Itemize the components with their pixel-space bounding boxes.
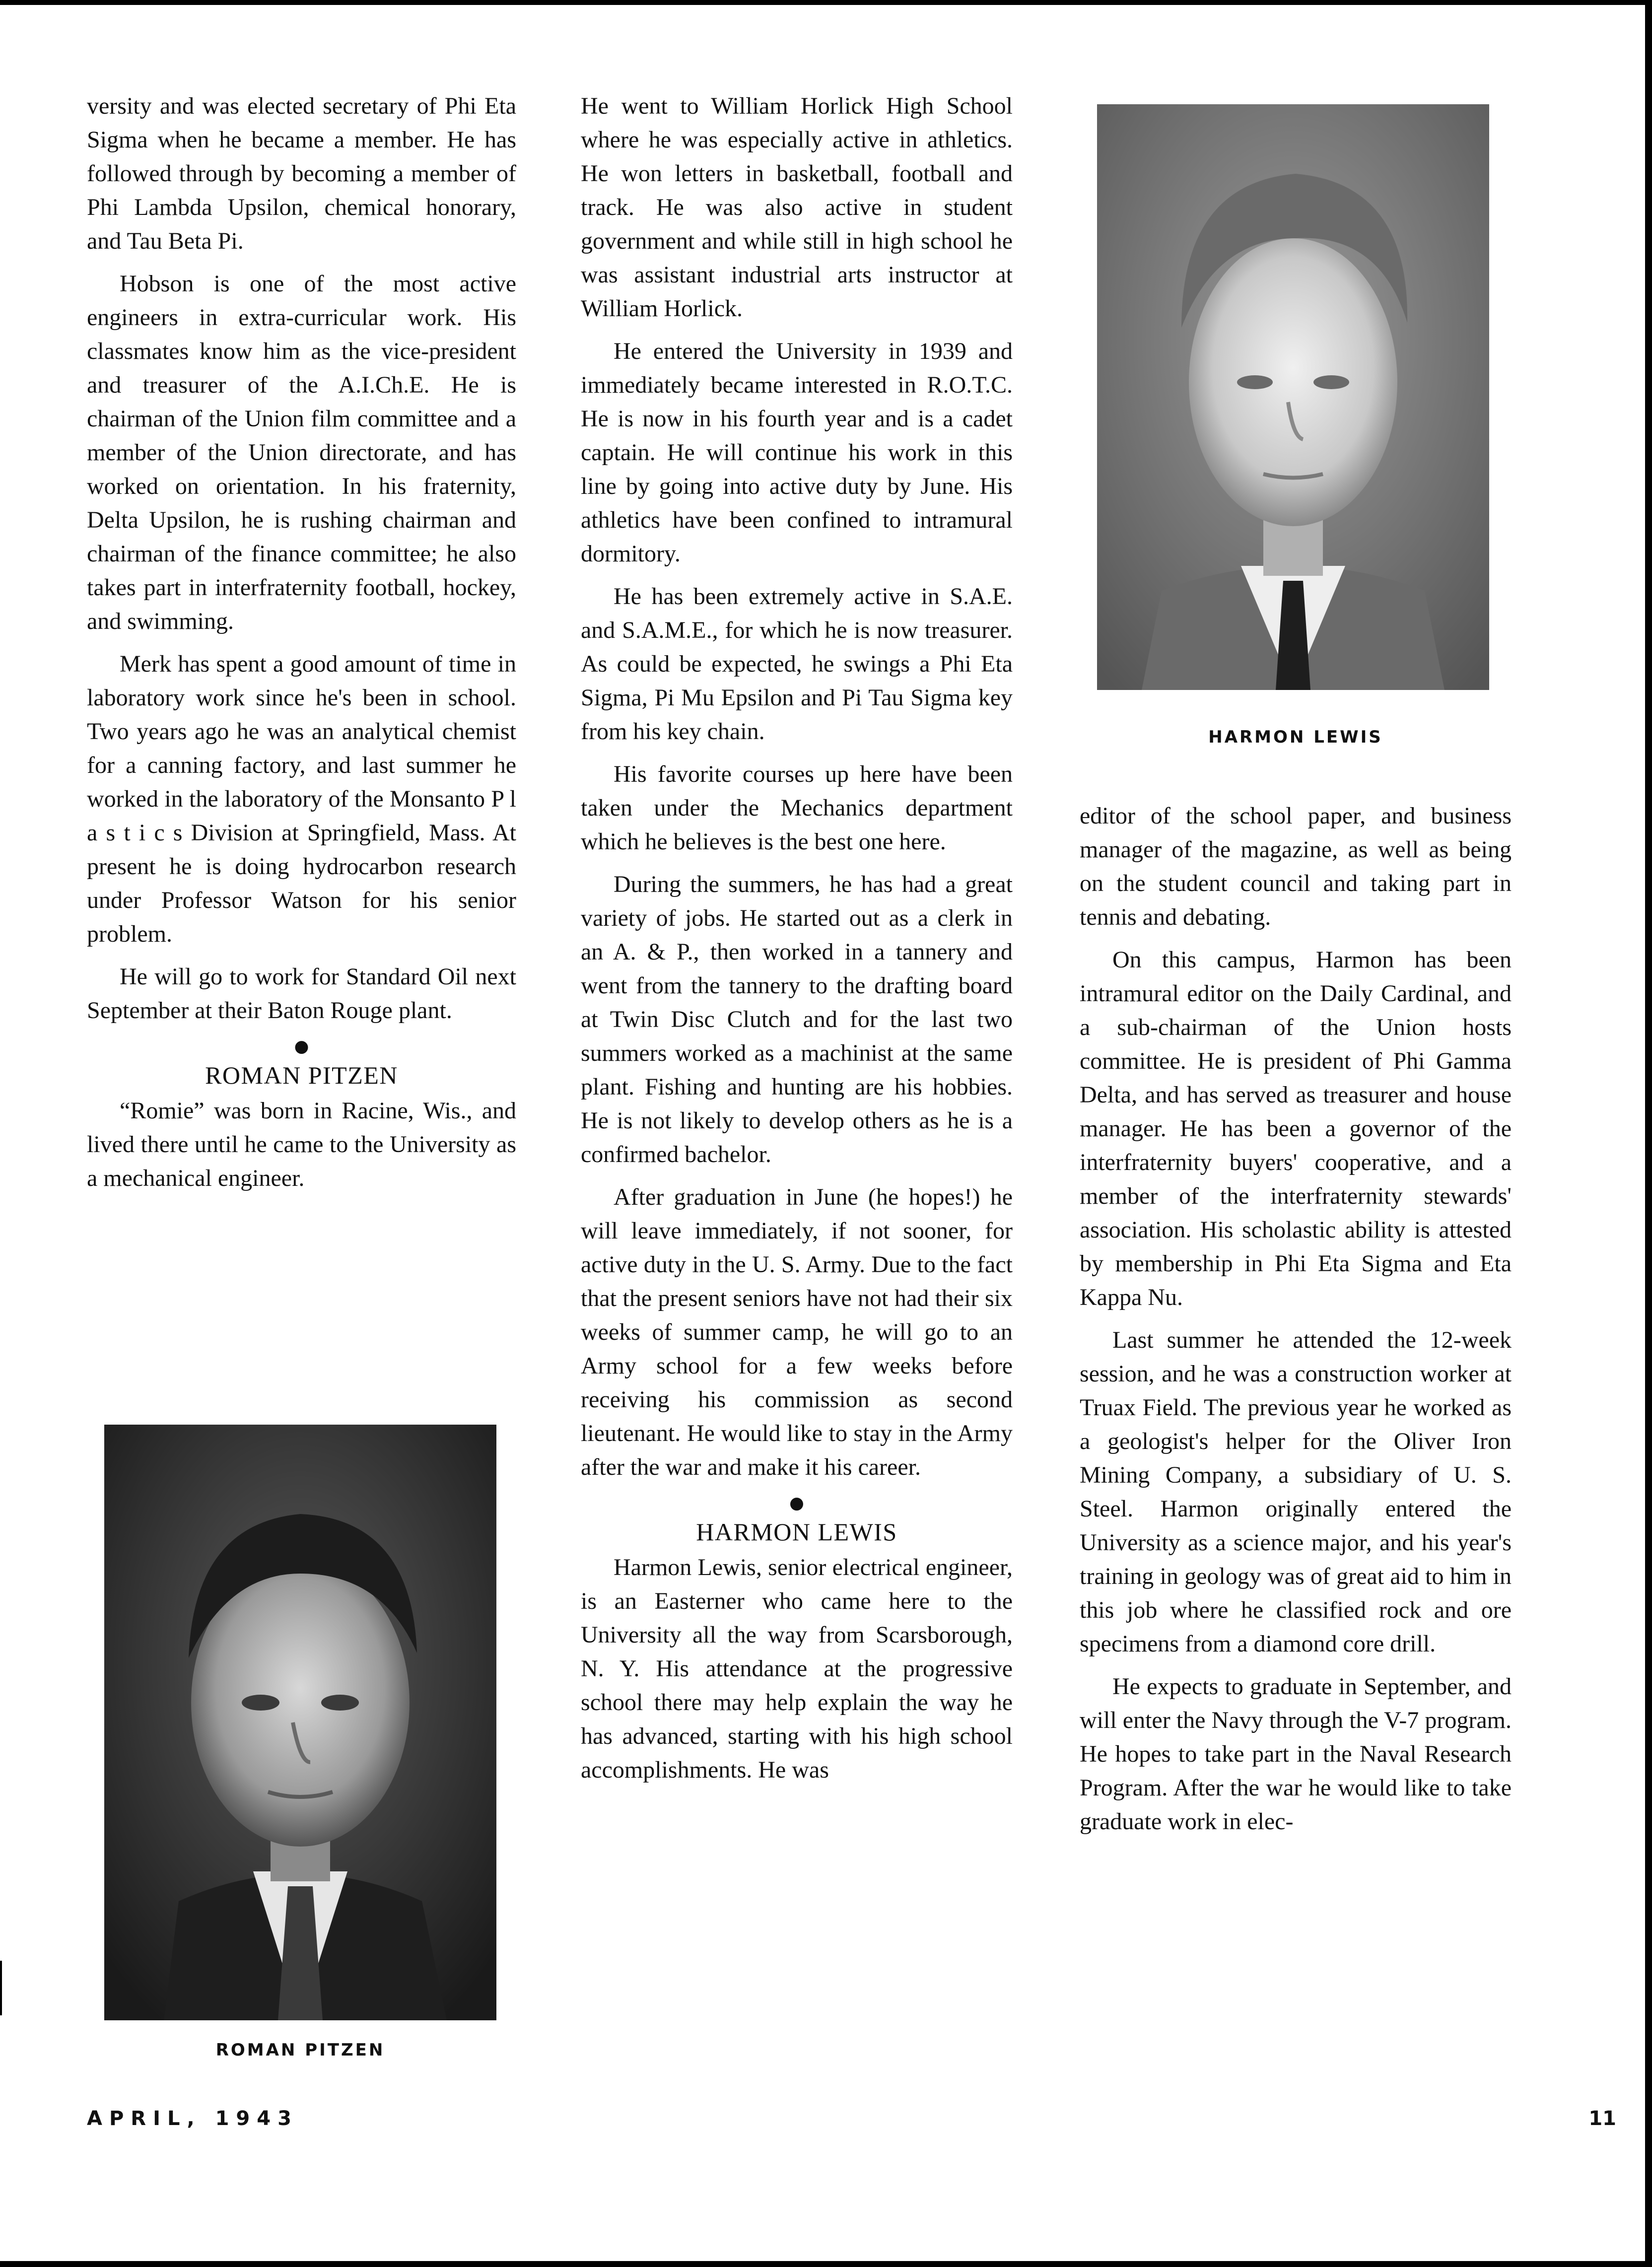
photo-caption-roman-pitzen: ROMAN PITZEN	[215, 2040, 385, 2060]
page-border-left-mark	[0, 1961, 2, 2015]
footer-issue-date: APRIL, 1943	[87, 2107, 298, 2130]
article-paragraph: editor of the school paper, and business manager of the magazine, as well as being on the student council and taking part in tennis and debating.	[1080, 803, 1512, 930]
article-paragraph: He entered the University in 1939 and immediately became interested in R.O.T.C. He is now in his fourth year and is a cadet captain. He will continue his work in this line by going into active duty by June. His athletics have been confined to intramural dormitory.	[581, 338, 1013, 567]
article-paragraph: He expects to graduate in September, and will enter the Navy through the V-7 program. He hopes to take part in the Naval Research Program. After the war he would like to take graduate work in elec-	[1080, 1673, 1512, 1835]
photo-harmon-lewis	[1097, 104, 1489, 690]
article-paragraph: During the summers, he has had a great variety of jobs. He started out as a clerk in an A. & P., then worked in a tannery and went from the tannery to the drafting board at Twin Disc Clutch and for the last two summers worked as a machinist at the same plant. Fishing and hunting are his hobbies. He is not likely to develop others as he is a confirmed bachelor.	[581, 871, 1013, 1168]
section-divider-bullet-icon: ●	[294, 1036, 309, 1056]
article-paragraph: Merk has spent a good amount of time in laboratory work since he's been in school. Two years ago he was an analytical chemist for a canning factory, and last summer he worked in the laboratory of the Monsanto P l a s t i c s Division at Springfield, Mass. At present he is doing hydrocarbon research under Professor Watson for his senior problem.	[87, 651, 516, 947]
column-1	[87, 89, 516, 1204]
footer-page-number: 11	[1588, 2107, 1616, 2130]
column-3	[1080, 799, 1512, 1848]
article-paragraph: Last summer he attended the 12-week session, and he was a construction worker at Truax Field. The previous year he worked as a geologist's helper for the Oliver Iron Mining Company, a subsidiary of U. S. Steel. Harmon originally entered the University as a science major, and his year's training in geology was of great aid to him in this job where he classified rock and ore specimens from a diamond core drill.	[1080, 1327, 1512, 1657]
photo-caption-harmon-lewis: HARMON LEWIS	[1208, 727, 1383, 747]
article-paragraph: He went to William Horlick High School where he was especially active in athletics. He won letters in basketball, football and track. He was also active in student government and while still in high school he was assistant industrial arts instructor at William Horlick.	[581, 93, 1013, 322]
page-border-bottom	[0, 2261, 1652, 2267]
page-border-top	[0, 0, 1652, 5]
section-heading-harmon-lewis: HARMON LEWIS	[696, 1518, 897, 1546]
page-border-right	[1645, 0, 1652, 2267]
article-paragraph: Hobson is one of the most active engineers in extra-curricular work. His classmates know him as the vice-president and treasurer of the A.I.Ch.E. He is chairman of the Union film committee and a member of the Union directorate, and has worked on orientation. In his fraternity, Delta Upsilon, he is rushing chairman and chairman of the finance committee; he also takes part in interfraternity football, hockey, and swimming.	[87, 271, 516, 634]
section-divider-bullet-icon: ●	[789, 1493, 804, 1513]
article-paragraph: On this campus, Harmon has been intramural editor on the Daily Cardinal, and a sub-chairman of the Union hosts committee. He is president of Phi Gamma Delta, and has served as treasurer and house manager. He has been a governor of the interfraternity buyers' cooperative, and a member of the interfraternity stewards' association. His scholastic ability is attested by membership in Phi Eta Sigma and Eta Kappa Nu.	[1080, 947, 1512, 1310]
article-paragraph: Harmon Lewis, senior electrical engineer, is an Easterner who came here to the University all the way from Scarsborough, N. Y. His attendance at the progressive school there may help explain the way he has advanced, starting with his high school accomplishments. He was	[581, 1554, 1013, 1783]
article-paragraph: “Romie” was born in Racine, Wis., and lived there until he came to the University as a mechanical engineer.	[87, 1098, 516, 1191]
article-paragraph: He will go to work for Standard Oil next September at their Baton Rouge plant.	[87, 963, 516, 1024]
article-paragraph: versity and was elected secretary of Phi Eta Sigma when he became a member. He has followed through by becoming a member of Phi Lambda Upsilon, chemical honorary, and Tau Beta Pi.	[87, 93, 516, 254]
section-heading-roman-pitzen: ROMAN PITZEN	[205, 1061, 398, 1089]
article-paragraph: His favorite courses up here have been taken under the Mechanics department which he believes is the best one here.	[581, 761, 1013, 855]
article-paragraph: After graduation in June (he hopes!) he will leave immediately, if not sooner, for active duty in the U. S. Army. Due to the fact that the present seniors have not had their six weeks of summer camp, he will go to an Army school for a few weeks before receiving his commission as second lieutenant. He would like to stay in the Army after the war and make it his career.	[581, 1184, 1013, 1480]
column-2	[581, 89, 1013, 1796]
photo-roman-pitzen	[104, 1425, 496, 2020]
article-paragraph: He has been extremely active in S.A.E. and S.A.M.E., for which he is now treasurer. As could be expected, he swings a Phi Eta Sigma, Pi Mu Epsilon and Pi Tau Sigma key from his key chain.	[581, 583, 1013, 745]
